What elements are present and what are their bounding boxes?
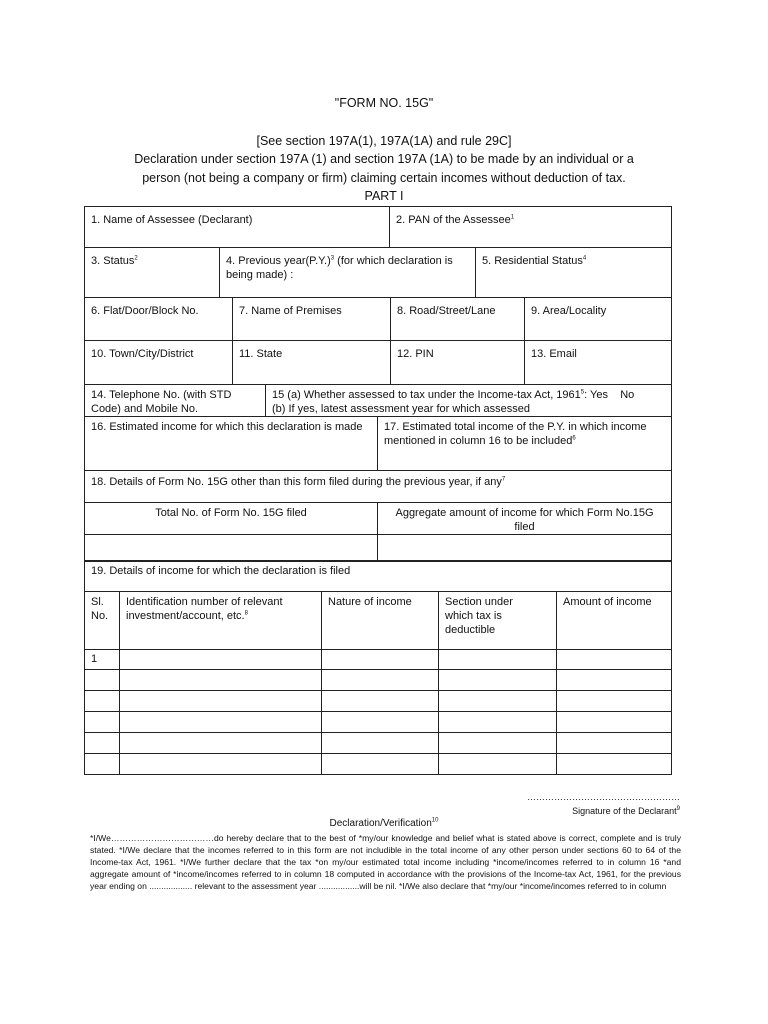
sl-no-cell xyxy=(85,733,120,754)
table-row xyxy=(85,754,672,775)
nature-cell[interactable] xyxy=(322,754,439,775)
id-cell[interactable] xyxy=(120,712,322,733)
field-telephone[interactable]: 14. Telephone No. (with STD Code) and Mobile No. xyxy=(85,385,266,417)
field-estimated-total-income[interactable]: 17. Estimated total income of the P.Y. in which income mentioned in column 16 to be included$^6$ xyxy=(378,417,672,471)
header-sl-no: Sl. No. xyxy=(85,592,120,650)
part-label: PART I xyxy=(364,189,404,203)
sl-no-cell xyxy=(85,754,120,775)
field-state[interactable]: 11. State xyxy=(233,341,391,385)
amount-cell[interactable] xyxy=(557,691,672,712)
row-18-table xyxy=(84,502,672,562)
nature-cell[interactable] xyxy=(322,670,439,691)
field-assessed-to-tax[interactable]: 15 (a) Whether assessed to tax under the Income-tax Act, 1961$^5$: Yes No (b) If yes, latest assessment year for which assessed xyxy=(266,385,672,417)
nature-cell[interactable] xyxy=(322,733,439,754)
id-cell[interactable] xyxy=(120,754,322,775)
header-nature-of-income: Nature of income xyxy=(322,592,439,650)
see-section: [See section 197A(1), 197A(1A) and rule 29C] xyxy=(256,134,512,148)
row-address-2 xyxy=(84,340,672,385)
section-cell[interactable] xyxy=(439,650,557,670)
income-table xyxy=(84,591,672,775)
nature-cell[interactable] xyxy=(322,691,439,712)
field-19-title: 19. Details of income for which the declaration is filed xyxy=(85,561,672,592)
row-telephone xyxy=(84,384,672,417)
row-19-title xyxy=(84,560,672,592)
field-status[interactable]: 3. Status$^2$ xyxy=(85,248,220,298)
row-status xyxy=(84,247,672,298)
field-premises[interactable]: 7. Name of Premises xyxy=(233,298,391,341)
field-road-street[interactable]: 8. Road/Street/Lane xyxy=(391,298,525,341)
section-cell[interactable] xyxy=(439,691,557,712)
amount-cell[interactable] xyxy=(557,733,672,754)
field-pan[interactable]: 2. PAN of the Assessee$^1$ xyxy=(390,207,672,248)
nature-cell[interactable] xyxy=(322,712,439,733)
id-cell[interactable] xyxy=(120,670,322,691)
amount-cell[interactable] xyxy=(557,650,672,670)
row-18-title xyxy=(84,470,672,503)
header-amount-of-income: Amount of income xyxy=(557,592,672,650)
row-name-pan xyxy=(84,206,672,248)
amount-cell[interactable] xyxy=(557,670,672,691)
field-area-locality[interactable]: 9. Area/Locality xyxy=(525,298,672,341)
signature-label: Signature of the Declarant$^9$ xyxy=(572,806,680,816)
amount-cell[interactable] xyxy=(557,712,672,733)
nature-cell[interactable] xyxy=(322,650,439,670)
table-row xyxy=(85,712,672,733)
field-18-title: 18. Details of Form No. 15G other than this form filed during the previous year, if any$^7$ xyxy=(85,471,672,503)
section-cell[interactable] xyxy=(439,712,557,733)
sl-no-cell xyxy=(85,712,120,733)
field-total-forms[interactable] xyxy=(85,535,378,562)
field-previous-year[interactable]: 4. Previous $year(P.Y.)^3$ (for which declaration is being made) : xyxy=(220,248,476,298)
id-cell[interactable] xyxy=(120,691,322,712)
field-estimated-income[interactable]: 16. Estimated income for which this declaration is made xyxy=(85,417,378,471)
field-aggregate-amount[interactable] xyxy=(378,535,672,562)
field-town-city[interactable]: 10. Town/City/District xyxy=(85,341,233,385)
col-aggregate-amount: Aggregate amount of income for which Form No.15G filed xyxy=(378,503,672,535)
header-identification-number: Identification number of relevant investment/account, etc.$^8$ xyxy=(120,592,322,650)
field-pin[interactable]: 12. PIN xyxy=(391,341,525,385)
row-address-1 xyxy=(84,297,672,341)
description-line1: Declaration under section 197A (1) and section 197A (1A) to be made by an individual or a xyxy=(134,152,634,166)
form-title: "FORM NO. 15G" xyxy=(334,96,434,110)
id-cell[interactable] xyxy=(120,650,322,670)
sl-no-cell: 1 xyxy=(85,650,120,670)
section-cell[interactable] xyxy=(439,733,557,754)
section-cell[interactable] xyxy=(439,670,557,691)
sl-no-cell xyxy=(85,670,120,691)
table-row xyxy=(85,691,672,712)
field-name-of-assessee[interactable]: 1. Name of Assessee (Declarant) xyxy=(85,207,390,248)
description-line2: person (not being a company or firm) claiming certain incomes without deduction of tax. xyxy=(142,171,626,185)
sl-no-cell xyxy=(85,691,120,712)
field-flat-door[interactable]: 6. Flat/Door/Block No. xyxy=(85,298,233,341)
col-total-forms: Total No. of Form No. 15G filed xyxy=(85,503,378,535)
table-row xyxy=(85,650,672,670)
signature-line[interactable]: …………………………………………… xyxy=(527,792,680,802)
amount-cell[interactable] xyxy=(557,754,672,775)
field-email[interactable]: 13. Email xyxy=(525,341,672,385)
header-section: Section under which tax is deductible xyxy=(439,592,557,650)
id-cell[interactable] xyxy=(120,733,322,754)
declaration-title: Declaration/Verification$^{10}$ xyxy=(329,817,439,829)
declaration-body: *I/We………………………………do hereby declare that to the best of *my/our knowledge and belief what is stated above is correct, complete and is truly stated. *I/We declare that the incomes referred to in this form are not includible in the total income of any other person under sections 60 to 64 of the Income-tax Act, 1961. *I/We further declare that the tax *on my/our estimated total income including *income/incomes referred to in column 16 *and aggregate amount of *income/incomes referred to in column 18 computed in accordance with the provisions of the Income-tax Act, 1961, for the previous year ending on .................. relevant to the assessment year .................will be nil. *I/We also declare that *my/our *income/incomes referred to in column xyxy=(90,833,681,891)
row-estimated-income xyxy=(84,416,672,471)
field-residential-status[interactable]: 5. Residential Status$^4$ xyxy=(476,248,672,298)
table-row xyxy=(85,670,672,691)
section-cell[interactable] xyxy=(439,754,557,775)
table-row xyxy=(85,733,672,754)
